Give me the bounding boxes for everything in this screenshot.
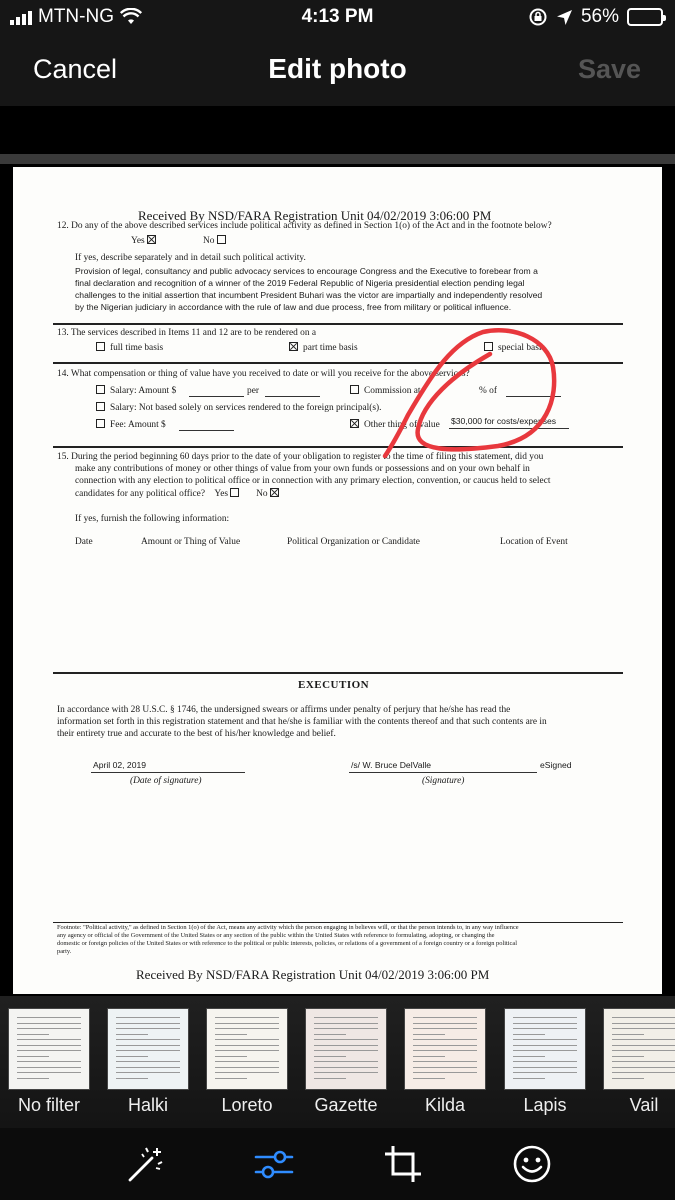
thumbnail-text-line xyxy=(513,1034,545,1035)
blank-line xyxy=(91,772,245,773)
thumbnail-text-line xyxy=(413,1039,477,1040)
filter-label: Gazette xyxy=(314,1095,378,1115)
received-stamp-top: Received By NSD/FARA Registration Unit 04/02/2019 3:06:00 PM xyxy=(138,208,492,223)
location-arrow-icon xyxy=(556,9,573,26)
q14-per: per xyxy=(247,386,259,396)
status-bar xyxy=(0,0,675,36)
thumbnail-text-line xyxy=(215,1034,247,1035)
thumbnail-text-line xyxy=(17,1056,49,1057)
thumbnail-text-line xyxy=(17,1072,81,1073)
blank-line xyxy=(449,428,569,429)
thumbnail-text-line xyxy=(17,1023,81,1024)
thumbnail-text-line xyxy=(513,1039,577,1040)
q13-full: full time basis xyxy=(96,342,163,354)
q13-part: part time basis xyxy=(289,342,358,354)
q12-answer-line: by the Nigerian judiciary in accordance with the rule of law and due process, free from military or political influence. xyxy=(75,302,512,312)
q12-text: 12. Do any of the above described services include political activity as defined in Section 1(o) of the Act and in the footnote below? xyxy=(57,221,552,231)
thumbnail-text-line xyxy=(314,1034,346,1035)
q12-answer-line: Provision of legal, consultancy and public advocacy services to encourage Congress and the Executive to forebear from a xyxy=(75,266,538,276)
thumbnail-text-line xyxy=(513,1056,545,1057)
thumbnail-text-line xyxy=(314,1078,346,1079)
thumbnail-text-line xyxy=(116,1023,180,1024)
footnote-line: party. xyxy=(57,948,72,955)
execution-line: their entirety true and accurate to the best of his/her knowledge and belief. xyxy=(57,729,336,739)
document-edge xyxy=(0,154,675,164)
filter-option[interactable] xyxy=(602,1008,675,1116)
thumbnail-text-line xyxy=(612,1045,675,1046)
thumbnail-text-line xyxy=(17,1034,49,1035)
q14-commission: Commission at xyxy=(350,385,421,397)
footnote-line: Footnote: "Political activity," as defined in Section 1(o) of the Act, means any activity which the person engaging in believes will, or that the person intends to, in any way influence xyxy=(57,924,519,931)
q15-line: candidates for any political office? Yes No xyxy=(75,488,284,500)
thumbnail-text-line xyxy=(116,1028,180,1029)
thumbnail-text-line xyxy=(413,1056,445,1057)
col-date: Date xyxy=(75,537,93,547)
q13-special: special basis xyxy=(484,342,545,354)
thumbnail-text-line xyxy=(513,1045,577,1046)
crop-icon[interactable] xyxy=(381,1142,425,1186)
filter-thumbnail[interactable] xyxy=(603,1008,675,1090)
markup-smiley-icon[interactable] xyxy=(510,1142,554,1186)
blank-line xyxy=(265,396,320,397)
thumbnail-text-line xyxy=(116,1039,180,1040)
execution-line: In accordance with 28 U.S.C. § 1746, the undersigned swears or affirms under penalty of perjury that he/she has read the xyxy=(57,705,511,715)
q14-text: 14. What compensation or thing of value have you received to date or will you receive for the above services? xyxy=(57,369,470,379)
thumbnail-text-line xyxy=(116,1017,180,1018)
q12-yes-checkbox xyxy=(147,235,156,244)
signature-date: April 02, 2019 xyxy=(93,760,147,770)
thumbnail-text-line xyxy=(314,1028,378,1029)
adjust-sliders-icon[interactable] xyxy=(252,1142,296,1186)
thumbnail-text-line xyxy=(314,1017,378,1018)
q14-percent: % of xyxy=(479,386,497,396)
filter-label: No filter xyxy=(17,1095,80,1115)
col-amount: Amount or Thing of Value xyxy=(141,537,241,547)
thumbnail-text-line xyxy=(215,1039,279,1040)
filter-option[interactable] xyxy=(205,1008,289,1116)
q12-ifyes: If yes, describe separately and in detail such political activity. xyxy=(75,253,306,263)
filter-option[interactable] xyxy=(7,1008,91,1116)
thumbnail-text-line xyxy=(116,1067,180,1068)
filter-label: Kilda xyxy=(424,1095,466,1115)
blank-line xyxy=(189,396,244,397)
thumbnail-text-line xyxy=(413,1067,477,1068)
thumbnail-text-line xyxy=(116,1056,148,1057)
page-title: Edit photo xyxy=(268,53,407,84)
filter-label: Loreto xyxy=(221,1095,273,1115)
q14-salary2: Salary: Not based solely on services rendered to the foreign principal(s). xyxy=(96,402,382,414)
thumbnail-text-line xyxy=(513,1028,577,1029)
filter-label: Lapis xyxy=(523,1095,567,1115)
thumbnail-text-line xyxy=(413,1072,477,1073)
section-rule xyxy=(53,672,623,674)
section-rule xyxy=(53,446,623,448)
thumbnail-text-line xyxy=(612,1072,675,1073)
thumbnail-text-line xyxy=(314,1056,346,1057)
thumbnail-text-line xyxy=(612,1023,675,1024)
thumbnail-text-line xyxy=(314,1067,378,1068)
filter-label: Halki xyxy=(127,1095,168,1115)
thumbnail-text-line xyxy=(612,1039,675,1040)
thumbnail-text-line xyxy=(116,1034,148,1035)
thumbnail-text-line xyxy=(17,1061,81,1062)
q13-text: 13. The services described in Items 11 and 12 are to be rendered on a xyxy=(57,328,317,338)
thumbnail-text-line xyxy=(513,1067,577,1068)
thumbnail-text-line xyxy=(513,1050,577,1051)
status-time: 4:13 PM xyxy=(301,6,374,27)
q15-line: connection with any election to political office or in connection with any primary election, convention, or caucus held to select xyxy=(75,476,551,486)
thumbnail-text-line xyxy=(215,1017,279,1018)
footnote-line: domestic or foreign policies of the United States or with reference to the political or public interests, policies, or relations of a government of a foreign country or a foreign political xyxy=(57,940,517,947)
q14-other: Other thing of value xyxy=(350,419,440,431)
q15-line: 15. During the period beginning 60 days prior to the date of your obligation to register to the time of filing this statement, did you xyxy=(57,452,544,462)
q12-answer-line: final declaration and recognition of a winner of the 2019 Federal Republic of Nigeria presidential election pending legal xyxy=(75,278,525,288)
q15-furnish: If yes, furnish the following information: xyxy=(75,514,230,524)
thumbnail-text-line xyxy=(413,1050,477,1051)
thumbnail-text-line xyxy=(612,1078,644,1079)
esigned-label: eSigned xyxy=(540,760,572,770)
document-photo[interactable] xyxy=(13,167,662,994)
q15-line: make any contributions of money or other things of value from your own funds or possessions and on your own behalf in xyxy=(75,464,530,474)
thumbnail-text-line xyxy=(17,1039,81,1040)
filter-option[interactable] xyxy=(304,1008,388,1116)
thumbnail-text-line xyxy=(513,1017,577,1018)
thumbnail-text-line xyxy=(314,1061,378,1062)
thumbnail-text-line xyxy=(215,1061,279,1062)
thumbnail-text-line xyxy=(17,1017,81,1018)
q12-answer-line: challenges to the initial assertion that incumbent President Buhari was the victor are impartially and independently resolved xyxy=(75,290,543,300)
thumbnail-text-line xyxy=(413,1078,445,1079)
thumbnail-text-line xyxy=(215,1067,279,1068)
thumbnail-text-line xyxy=(413,1061,477,1062)
edit-toolbar xyxy=(0,1128,675,1200)
battery-percent: 56% xyxy=(580,6,619,27)
thumbnail-text-line xyxy=(17,1078,49,1079)
section-rule xyxy=(53,362,623,364)
thumbnail-text-line xyxy=(314,1023,378,1024)
signature-date-label: (Date of signature) xyxy=(130,776,202,786)
execution-line: information set forth in this registration statement and that he/she is familiar with the contents thereof and that such contents are in xyxy=(57,717,547,727)
signature-name: /s/ W. Bruce DelValle xyxy=(351,760,432,770)
footnote-rule xyxy=(53,922,623,923)
section-rule xyxy=(53,323,623,325)
thumbnail-text-line xyxy=(612,1056,644,1057)
save-button[interactable]: Save xyxy=(577,54,641,84)
carrier-name: MTN-NG xyxy=(38,6,114,27)
q14-other-value: $30,000 for costs/expenses xyxy=(451,416,557,426)
thumbnail-text-line xyxy=(17,1050,81,1051)
filter-option[interactable] xyxy=(106,1008,190,1116)
thumbnail-text-line xyxy=(513,1072,577,1073)
thumbnail-text-line xyxy=(413,1017,477,1018)
col-org: Political Organization or Candidate xyxy=(287,537,420,547)
thumbnail-text-line xyxy=(612,1034,644,1035)
thumbnail-text-line xyxy=(314,1045,378,1046)
blank-line xyxy=(179,430,234,431)
thumbnail-text-line xyxy=(612,1017,675,1018)
q12-no-checkbox xyxy=(217,235,226,244)
thumbnail-text-line xyxy=(413,1045,477,1046)
cancel-button[interactable]: Cancel xyxy=(33,54,118,84)
thumbnail-text-line xyxy=(215,1056,247,1057)
thumbnail-text-line xyxy=(513,1023,577,1024)
filter-label: Vail xyxy=(629,1095,659,1115)
filter-thumbnail[interactable] xyxy=(504,1008,586,1090)
thumbnail-text-line xyxy=(413,1034,445,1035)
thumbnail-text-line xyxy=(314,1050,378,1051)
thumbnail-text-line xyxy=(413,1023,477,1024)
thumbnail-text-line xyxy=(612,1050,675,1051)
rotation-lock-icon xyxy=(528,7,548,27)
received-stamp-bottom: Received By NSD/FARA Registration Unit 04/02/2019 3:06:00 PM xyxy=(136,967,490,982)
thumbnail-text-line xyxy=(215,1028,279,1029)
blank-line xyxy=(349,772,537,773)
thumbnail-text-line xyxy=(513,1078,545,1079)
filter-thumbnail[interactable] xyxy=(206,1008,288,1090)
thumbnail-text-line xyxy=(513,1061,577,1062)
signature-label: (Signature) xyxy=(422,776,465,786)
nav-bar xyxy=(0,36,675,106)
thumbnail-text-line xyxy=(17,1067,81,1068)
q14-fee: Fee: Amount $ xyxy=(96,419,166,431)
blank-line xyxy=(506,396,561,397)
thumbnail-text-line xyxy=(413,1028,477,1029)
thumbnail-text-line xyxy=(215,1078,247,1079)
thumbnail-text-line xyxy=(116,1078,148,1079)
q12-yes: Yes xyxy=(131,235,161,247)
thumbnail-text-line xyxy=(215,1023,279,1024)
execution-heading: EXECUTION xyxy=(298,679,370,691)
footnote-line: any agency or official of the Government of the United States or any section of the public within the United States with reference to formulating, adopting, or changing the xyxy=(57,932,495,939)
thumbnail-text-line xyxy=(612,1028,675,1029)
thumbnail-text-line xyxy=(215,1072,279,1073)
filter-option[interactable] xyxy=(503,1008,587,1116)
thumbnail-text-line xyxy=(17,1028,81,1029)
col-location: Location of Event xyxy=(500,537,568,547)
filter-strip[interactable] xyxy=(0,996,675,1128)
q12-no: No xyxy=(203,235,231,247)
auto-enhance-wand-icon[interactable] xyxy=(124,1142,168,1186)
filter-option[interactable] xyxy=(403,1008,487,1116)
thumbnail-text-line xyxy=(314,1039,378,1040)
thumbnail-text-line xyxy=(314,1072,378,1073)
thumbnail-text-line xyxy=(215,1045,279,1046)
thumbnail-text-line xyxy=(17,1045,81,1046)
thumbnail-text-line xyxy=(116,1045,180,1046)
thumbnail-text-line xyxy=(215,1050,279,1051)
thumbnail-text-line xyxy=(116,1061,180,1062)
thumbnail-text-line xyxy=(612,1067,675,1068)
filter-thumbnail[interactable] xyxy=(107,1008,189,1090)
thumbnail-text-line xyxy=(612,1061,675,1062)
thumbnail-text-line xyxy=(116,1072,180,1073)
q14-salary: Salary: Amount $ xyxy=(96,385,176,397)
battery-icon xyxy=(627,8,663,26)
filter-thumbnail[interactable] xyxy=(404,1008,486,1090)
filter-thumbnail[interactable] xyxy=(305,1008,387,1090)
filter-thumbnail[interactable] xyxy=(8,1008,90,1090)
thumbnail-text-line xyxy=(116,1050,180,1051)
